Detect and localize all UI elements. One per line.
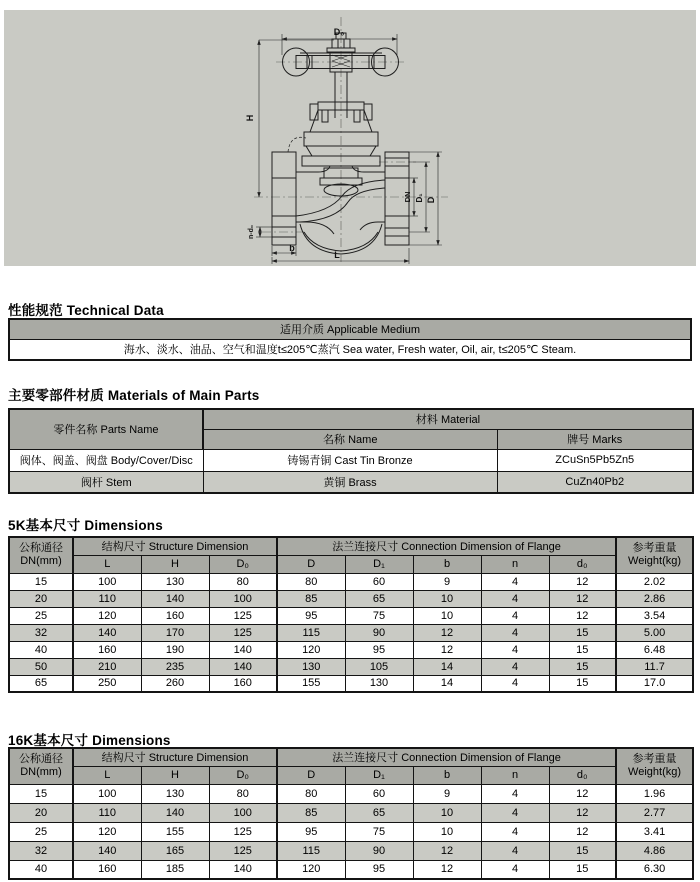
table-cell: 65: [345, 803, 413, 822]
col-header-h: H: [141, 766, 209, 784]
table-header-row: [9, 766, 693, 784]
applicable-medium-value: 海水、淡水、油品、空气和温度t≤205℃蒸汽 Sea water, Fresh water, Oil, air, t≤205℃ Steam.: [9, 339, 691, 360]
table-row: [9, 590, 693, 607]
table-cell: 130: [141, 573, 209, 590]
dn-header-en: DN(mm): [20, 555, 62, 568]
col-header-b: b: [413, 555, 481, 573]
table-cell: 40: [9, 860, 73, 879]
table-header-row: [9, 319, 691, 339]
table-cell: 32: [9, 841, 73, 860]
table-cell: 12: [549, 803, 616, 822]
table-header-row: [9, 555, 693, 573]
table-row: [9, 803, 693, 822]
table-cell: 2.77: [616, 803, 693, 822]
table-header-row: [9, 748, 693, 766]
table-cell: 190: [141, 641, 209, 658]
material-name-header: 名称 Name: [203, 429, 497, 449]
table-cell: 85: [277, 803, 345, 822]
table-header-row: [9, 409, 693, 429]
table-cell: 阀杆 Stem: [9, 471, 203, 493]
table-row: [9, 784, 693, 803]
weight-header-cn: 参考重量: [632, 541, 677, 554]
table-cell: 80: [277, 573, 345, 590]
dim-label-b: b: [289, 243, 295, 253]
table-cell: 65: [9, 675, 73, 692]
table-cell: 12: [549, 590, 616, 607]
table-cell: 155: [141, 822, 209, 841]
table-cell: 4: [481, 607, 549, 624]
dn-header-cn: 公称通径: [19, 541, 63, 554]
col-header-n: n: [481, 766, 549, 784]
table-cell: 100: [73, 784, 141, 803]
dn-header-en: DN(mm): [20, 766, 62, 779]
table-cell: 95: [345, 860, 413, 879]
table-cell: 14: [413, 675, 481, 692]
structure-dimension-header: 结构尺寸 Structure Dimension: [73, 537, 277, 555]
table-cell: 170: [141, 624, 209, 641]
table-cell: 2.86: [616, 590, 693, 607]
table-row: [9, 641, 693, 658]
table-cell: 260: [141, 675, 209, 692]
valve-drawing-panel: [4, 10, 696, 266]
dim-label-nd0: n-d₀: [248, 224, 255, 240]
table-cell: 1.96: [616, 784, 693, 803]
table-cell: 10: [413, 803, 481, 822]
weight-header: [616, 537, 693, 573]
table-cell: 80: [277, 784, 345, 803]
table-cell: 10: [413, 590, 481, 607]
table-cell: 25: [9, 607, 73, 624]
table-cell: 4: [481, 803, 549, 822]
material-header: 材料 Material: [203, 409, 693, 429]
col-header-l: L: [73, 766, 141, 784]
table-cell: 9: [413, 784, 481, 803]
table-cell: 100: [73, 573, 141, 590]
dim-label-d1: D₁: [415, 193, 424, 203]
col-header-d: D: [277, 555, 345, 573]
table-row: [9, 471, 693, 493]
table-cell: 165: [141, 841, 209, 860]
table-cell: 12: [413, 841, 481, 860]
col-header-d0-small: d₀: [549, 555, 616, 573]
valve-technical-drawing: [4, 10, 696, 266]
table-row: [9, 822, 693, 841]
table-cell: 15: [549, 624, 616, 641]
table-cell: 160: [141, 607, 209, 624]
table-cell: 黄铜 Brass: [203, 471, 497, 493]
table-cell: 235: [141, 658, 209, 675]
table-cell: 6.30: [616, 860, 693, 879]
table-cell: 140: [73, 624, 141, 641]
table-row: [9, 449, 693, 471]
table-cell: 14: [413, 658, 481, 675]
table-cell: 4: [481, 860, 549, 879]
section-title-materials: 主要零部件材质 Materials of Main Parts: [8, 388, 260, 403]
table-cell: 15: [9, 784, 73, 803]
table-cell: 15: [549, 675, 616, 692]
table-row: [9, 841, 693, 860]
table-row: [9, 675, 693, 692]
dim-label-d0: D₀: [333, 27, 345, 37]
table-cell: 80: [209, 784, 277, 803]
table-cell: 125: [209, 607, 277, 624]
table-cell: 75: [345, 607, 413, 624]
dim-label-dn: DN: [403, 191, 412, 203]
col-header-d0: D₀: [209, 766, 277, 784]
col-header-d: D: [277, 766, 345, 784]
col-header-l: L: [73, 555, 141, 573]
table-cell: 4: [481, 675, 549, 692]
col-header-h: H: [141, 555, 209, 573]
table-cell: 15: [549, 641, 616, 658]
table-cell: 4: [481, 624, 549, 641]
col-header-n: n: [481, 555, 549, 573]
section-title-technical-data: 性能规范 Technical Data: [8, 303, 164, 318]
table-cell: ZCuSn5Pb5Zn5: [497, 449, 693, 471]
section-title-5k-dimensions: 5K基本尺寸 Dimensions: [8, 518, 163, 533]
table-cell: 120: [277, 860, 345, 879]
table-cell: 4: [481, 590, 549, 607]
table-cell: 185: [141, 860, 209, 879]
table-cell: 210: [73, 658, 141, 675]
structure-dimension-header: 结构尺寸 Structure Dimension: [73, 748, 277, 766]
table-cell: 110: [73, 803, 141, 822]
table-cell: 9: [413, 573, 481, 590]
table-cell: 铸锡青铜 Cast Tin Bronze: [203, 449, 497, 471]
table-cell: 50: [9, 658, 73, 675]
col-header-b: b: [413, 766, 481, 784]
weight-header-en: Weight(kg): [628, 766, 682, 779]
col-header-d1: D₁: [345, 766, 413, 784]
table-cell: 20: [9, 590, 73, 607]
table-cell: 40: [9, 641, 73, 658]
material-marks-header: 牌号 Marks: [497, 429, 693, 449]
table-cell: 140: [141, 590, 209, 607]
table-cell: 75: [345, 822, 413, 841]
weight-header-en: Weight(kg): [628, 555, 682, 568]
table-cell: 160: [209, 675, 277, 692]
table-cell: 3.54: [616, 607, 693, 624]
table-cell: 12: [549, 822, 616, 841]
table-cell: 17.0: [616, 675, 693, 692]
table-cell: 140: [209, 641, 277, 658]
table-cell: 15: [549, 841, 616, 860]
table-cell: 140: [73, 841, 141, 860]
table-cell: 4: [481, 822, 549, 841]
table-cell: 95: [345, 641, 413, 658]
table-cell: 120: [73, 607, 141, 624]
table-cell: 250: [73, 675, 141, 692]
table-cell: 5.00: [616, 624, 693, 641]
dim-label-h: H: [245, 114, 255, 122]
table-cell: 140: [141, 803, 209, 822]
table-cell: 6.48: [616, 641, 693, 658]
table-cell: 115: [277, 624, 345, 641]
weight-header: [616, 748, 693, 784]
table-cell: 12: [549, 784, 616, 803]
applicable-medium-header: 适用介质 Applicable Medium: [9, 319, 691, 339]
table-cell: 95: [277, 822, 345, 841]
col-header-d0: D₀: [209, 555, 277, 573]
table-cell: 65: [345, 590, 413, 607]
table-cell: 4: [481, 784, 549, 803]
table-cell: 80: [209, 573, 277, 590]
table-cell: 12: [413, 641, 481, 658]
dim-label-d: D: [426, 196, 436, 204]
table-cell: 155: [277, 675, 345, 692]
dn-header-cn: 公称通径: [19, 752, 63, 765]
weight-header-cn: 参考重量: [632, 752, 677, 765]
table-cell: 140: [209, 860, 277, 879]
table-cell: 160: [73, 641, 141, 658]
parts-name-header: 零件名称 Parts Name: [9, 409, 203, 449]
table-cell: 125: [209, 822, 277, 841]
flange-dimension-header: 法兰连接尺寸 Connection Dimension of Flange: [277, 537, 616, 555]
table-cell: 25: [9, 822, 73, 841]
table-cell: 90: [345, 624, 413, 641]
dimensions-5k-table: [8, 536, 694, 693]
dim-label-l: L: [334, 250, 340, 260]
table-cell: 115: [277, 841, 345, 860]
table-cell: 12: [413, 624, 481, 641]
col-header-d1: D₁: [345, 555, 413, 573]
table-cell: 100: [209, 590, 277, 607]
table-row: [9, 339, 691, 360]
table-cell: 2.02: [616, 573, 693, 590]
table-cell: 4: [481, 641, 549, 658]
table-cell: 15: [9, 573, 73, 590]
section-title-16k-dimensions: 16K基本尺寸 Dimensions: [8, 733, 171, 748]
table-cell: 140: [209, 658, 277, 675]
table-cell: 4: [481, 573, 549, 590]
table-cell: 3.41: [616, 822, 693, 841]
table-cell: 130: [277, 658, 345, 675]
table-cell: 11.7: [616, 658, 693, 675]
table-cell: 105: [345, 658, 413, 675]
dimensions-16k-table: [8, 747, 694, 880]
table-cell: 125: [209, 841, 277, 860]
table-cell: 95: [277, 607, 345, 624]
table-cell: 20: [9, 803, 73, 822]
table-cell: 160: [73, 860, 141, 879]
table-cell: 15: [549, 658, 616, 675]
applicable-medium-table: [8, 318, 692, 361]
flange-dimension-header: 法兰连接尺寸 Connection Dimension of Flange: [277, 748, 616, 766]
table-cell: 130: [345, 675, 413, 692]
table-header-row: [9, 537, 693, 555]
table-cell: 10: [413, 822, 481, 841]
table-cell: 12: [549, 573, 616, 590]
table-row: [9, 658, 693, 675]
table-cell: 12: [413, 860, 481, 879]
table-row: [9, 624, 693, 641]
table-row: [9, 607, 693, 624]
table-cell: 15: [549, 860, 616, 879]
table-cell: 110: [73, 590, 141, 607]
table-cell: 4.86: [616, 841, 693, 860]
table-cell: 32: [9, 624, 73, 641]
col-header-d0-small: d₀: [549, 766, 616, 784]
table-row: [9, 573, 693, 590]
table-cell: 阀体、阀盖、阀盘 Body/Cover/Disc: [9, 449, 203, 471]
centerlines: [254, 17, 448, 262]
materials-table: [8, 408, 694, 494]
table-cell: 90: [345, 841, 413, 860]
table-cell: 10: [413, 607, 481, 624]
table-cell: CuZn40Pb2: [497, 471, 693, 493]
table-cell: 130: [141, 784, 209, 803]
dn-header: [9, 748, 73, 784]
table-cell: 4: [481, 841, 549, 860]
table-cell: 100: [209, 803, 277, 822]
table-cell: 125: [209, 624, 277, 641]
table-row: [9, 860, 693, 879]
dn-header: [9, 537, 73, 573]
table-cell: 60: [345, 784, 413, 803]
table-cell: 12: [549, 607, 616, 624]
table-cell: 120: [73, 822, 141, 841]
table-cell: 120: [277, 641, 345, 658]
table-cell: 4: [481, 658, 549, 675]
valve-body-outline: [272, 33, 409, 254]
table-cell: 85: [277, 590, 345, 607]
table-cell: 60: [345, 573, 413, 590]
